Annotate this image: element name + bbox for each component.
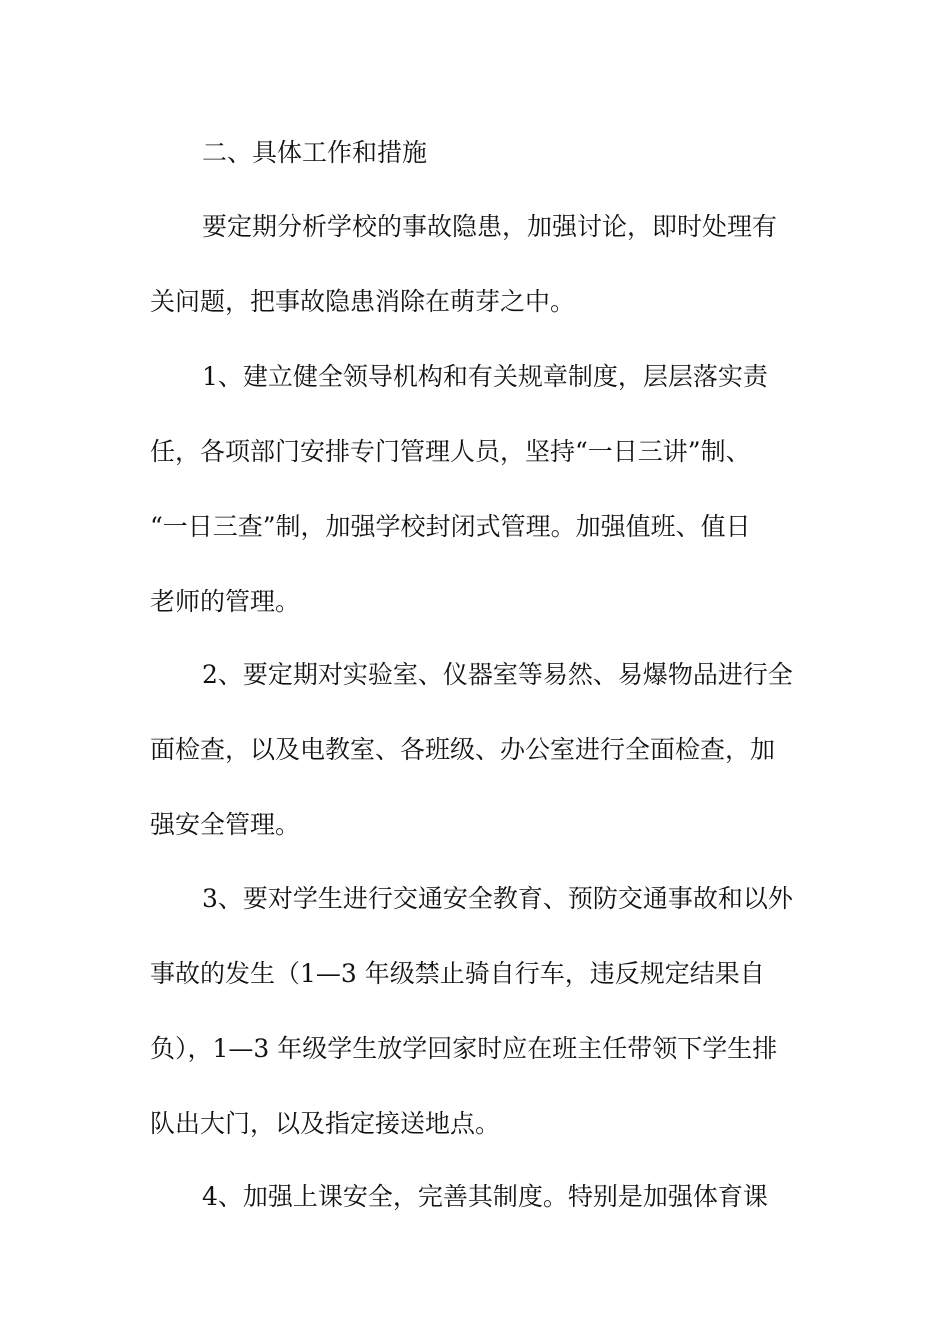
paragraph-4-line-1: 3、要对学生进行交通安全教育、预防交通事故和以外 — [202, 884, 793, 913]
paragraph-1-line-2: 关问题，把事故隐患消除在萌芽之中。 — [150, 287, 576, 316]
paragraph-2-line-2: 任，各项部门安排专门管理人员，坚持“一日三讲”制、 — [150, 437, 751, 466]
paragraph-4-line-4: 队出大门，以及指定接送地点。 — [150, 1109, 501, 1138]
paragraph-2-line-3: “一日三查”制，加强学校封闭式管理。加强值班、值日 — [150, 512, 751, 541]
paragraph-3-line-2: 面检查，以及电教室、各班级、办公室进行全面检查，加 — [150, 735, 776, 764]
paragraph-4-line-3: 负），1—3 年级学生放学回家时应在班主任带领下学生排 — [150, 1034, 778, 1063]
paragraph-2-line-1: 1、建立健全领导机构和有关规章制度，层层落实责 — [202, 362, 768, 391]
paragraph-5-line-1: 4、加强上课安全，完善其制度。特别是加强体育课 — [202, 1182, 768, 1211]
paragraph-1-line-1: 要定期分析学校的事故隐患，加强讨论，即时处理有 — [202, 212, 778, 241]
paragraph-3-line-1: 2、要定期对实验室、仪器室等易然、易爆物品进行全 — [202, 660, 793, 689]
section-heading: 二、具体工作和措施 — [202, 138, 428, 167]
paragraph-4-line-2: 事故的发生（1—3 年级禁止骑自行车，违反规定结果自 — [150, 959, 765, 988]
paragraph-3-line-3: 强安全管理。 — [150, 810, 301, 839]
paragraph-2-line-4: 老师的管理。 — [150, 587, 301, 616]
